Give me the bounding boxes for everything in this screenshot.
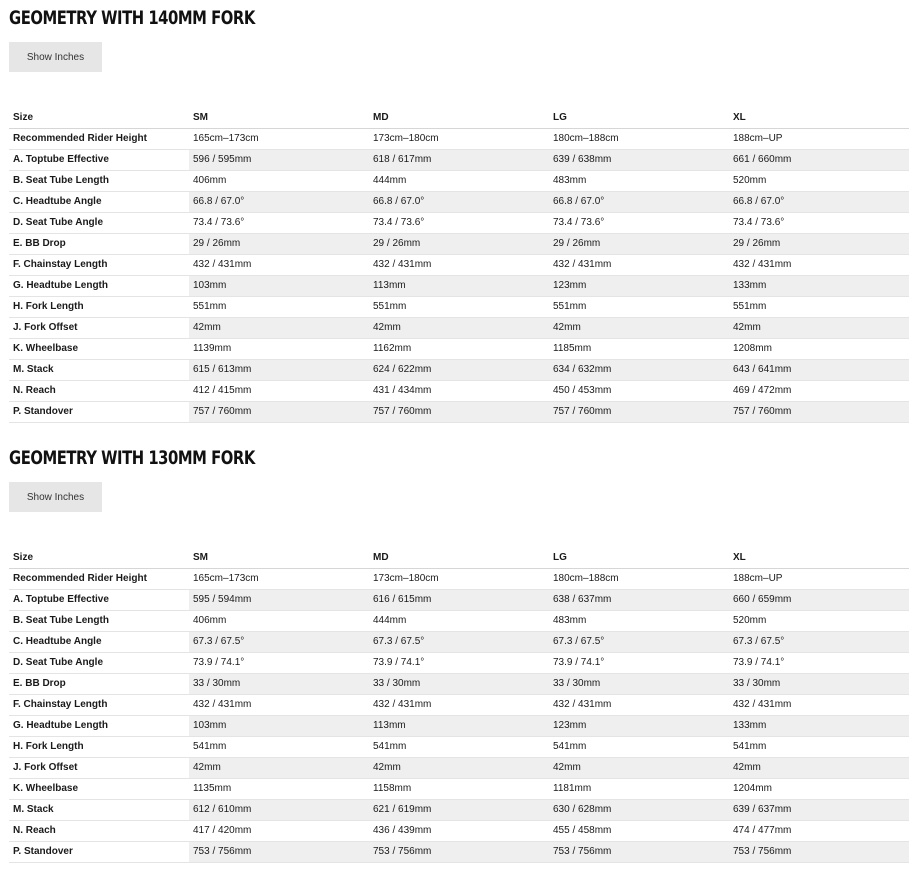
row-label: Recommended Rider Height (9, 568, 189, 589)
cell-value: 551mm (189, 296, 369, 317)
cell-value: 29 / 26mm (729, 233, 909, 254)
row-label: P. Standover (9, 841, 189, 862)
cell-value: 67.3 / 67.5° (729, 631, 909, 652)
cell-value: 165cm–173cm (189, 128, 369, 149)
show-inches-button[interactable]: Show Inches (9, 42, 102, 72)
table-row (9, 694, 909, 715)
cell-value: 432 / 431mm (189, 694, 369, 715)
cell-value: 73.4 / 73.6° (549, 212, 729, 233)
header-size: Size (9, 107, 189, 128)
row-label: B. Seat Tube Length (9, 610, 189, 631)
cell-value: 431 / 434mm (369, 380, 549, 401)
header-xl: XL (729, 107, 909, 128)
table-row (9, 568, 909, 589)
header-md: MD (369, 107, 549, 128)
table-header-row (9, 547, 909, 568)
geometry-section-130mm (9, 446, 909, 857)
cell-value: 432 / 431mm (549, 254, 729, 275)
cell-value: 412 / 415mm (189, 380, 369, 401)
cell-value: 33 / 30mm (729, 673, 909, 694)
table-row (9, 841, 909, 862)
cell-value: 417 / 420mm (189, 820, 369, 841)
cell-value: 455 / 458mm (549, 820, 729, 841)
cell-value: 66.8 / 67.0° (549, 191, 729, 212)
cell-value: 113mm (369, 715, 549, 736)
cell-value: 643 / 641mm (729, 359, 909, 380)
cell-value: 29 / 26mm (549, 233, 729, 254)
cell-value: 639 / 638mm (549, 149, 729, 170)
cell-value: 406mm (189, 610, 369, 631)
table-row (9, 778, 909, 799)
cell-value: 103mm (189, 275, 369, 296)
table-row (9, 673, 909, 694)
cell-value: 73.4 / 73.6° (369, 212, 549, 233)
cell-value: 73.4 / 73.6° (189, 212, 369, 233)
table-row (9, 799, 909, 820)
cell-value: 757 / 760mm (729, 401, 909, 422)
table-row (9, 128, 909, 149)
table-header-row (9, 107, 909, 128)
cell-value: 432 / 431mm (189, 254, 369, 275)
cell-value: 42mm (369, 317, 549, 338)
header-sm: SM (189, 107, 369, 128)
cell-value: 42mm (729, 317, 909, 338)
table-row (9, 275, 909, 296)
cell-value: 757 / 760mm (549, 401, 729, 422)
table-row (9, 296, 909, 317)
table-row (9, 233, 909, 254)
cell-value: 551mm (729, 296, 909, 317)
cell-value: 42mm (549, 317, 729, 338)
cell-value: 33 / 30mm (369, 673, 549, 694)
cell-value: 621 / 619mm (369, 799, 549, 820)
cell-value: 444mm (369, 170, 549, 191)
table-row (9, 736, 909, 757)
cell-value: 432 / 431mm (369, 694, 549, 715)
section-title: GEOMETRY WITH 140MM FORK (9, 7, 255, 29)
cell-value: 432 / 431mm (729, 694, 909, 715)
cell-value: 33 / 30mm (549, 673, 729, 694)
row-label: P. Standover (9, 401, 189, 422)
cell-value: 1135mm (189, 778, 369, 799)
row-label: K. Wheelbase (9, 778, 189, 799)
row-label: A. Toptube Effective (9, 589, 189, 610)
show-inches-button[interactable]: Show Inches (9, 482, 102, 512)
cell-value: 66.8 / 67.0° (189, 191, 369, 212)
row-label: B. Seat Tube Length (9, 170, 189, 191)
cell-value: 66.8 / 67.0° (729, 191, 909, 212)
cell-value: 67.3 / 67.5° (549, 631, 729, 652)
cell-value: 520mm (729, 610, 909, 631)
table-row (9, 715, 909, 736)
cell-value: 469 / 472mm (729, 380, 909, 401)
cell-value: 483mm (549, 610, 729, 631)
cell-value: 757 / 760mm (189, 401, 369, 422)
cell-value: 188cm–UP (729, 128, 909, 149)
cell-value: 73.9 / 74.1° (189, 652, 369, 673)
table-row (9, 254, 909, 275)
cell-value: 42mm (189, 317, 369, 338)
cell-value: 173cm–180cm (369, 128, 549, 149)
cell-value: 67.3 / 67.5° (369, 631, 549, 652)
cell-value: 615 / 613mm (189, 359, 369, 380)
table-body (9, 128, 909, 422)
table-row (9, 317, 909, 338)
cell-value: 639 / 637mm (729, 799, 909, 820)
cell-value: 753 / 756mm (549, 841, 729, 862)
cell-value: 173cm–180cm (369, 568, 549, 589)
header-sm: SM (189, 547, 369, 568)
table-row (9, 359, 909, 380)
row-label: H. Fork Length (9, 296, 189, 317)
row-label: C. Headtube Angle (9, 191, 189, 212)
cell-value: 42mm (189, 757, 369, 778)
cell-value: 73.4 / 73.6° (729, 212, 909, 233)
cell-value: 753 / 756mm (369, 841, 549, 862)
header-xl: XL (729, 547, 909, 568)
cell-value: 29 / 26mm (369, 233, 549, 254)
cell-value: 624 / 622mm (369, 359, 549, 380)
table-row (9, 212, 909, 233)
cell-value: 432 / 431mm (549, 694, 729, 715)
cell-value: 1162mm (369, 338, 549, 359)
cell-value: 406mm (189, 170, 369, 191)
header-lg: LG (549, 107, 729, 128)
cell-value: 123mm (549, 715, 729, 736)
cell-value: 180cm–188cm (549, 568, 729, 589)
cell-value: 753 / 756mm (729, 841, 909, 862)
cell-value: 1181mm (549, 778, 729, 799)
cell-value: 520mm (729, 170, 909, 191)
table-row (9, 589, 909, 610)
header-lg: LG (549, 547, 729, 568)
row-label: K. Wheelbase (9, 338, 189, 359)
cell-value: 541mm (369, 736, 549, 757)
cell-value: 432 / 431mm (369, 254, 549, 275)
row-label: J. Fork Offset (9, 757, 189, 778)
row-label: E. BB Drop (9, 673, 189, 694)
cell-value: 33 / 30mm (189, 673, 369, 694)
table-row (9, 610, 909, 631)
cell-value: 638 / 637mm (549, 589, 729, 610)
row-label: M. Stack (9, 359, 189, 380)
geometry-table (9, 547, 909, 863)
row-label: J. Fork Offset (9, 317, 189, 338)
cell-value: 1208mm (729, 338, 909, 359)
cell-value: 551mm (369, 296, 549, 317)
cell-value: 1185mm (549, 338, 729, 359)
cell-value: 73.9 / 74.1° (369, 652, 549, 673)
cell-value: 444mm (369, 610, 549, 631)
cell-value: 123mm (549, 275, 729, 296)
cell-value: 432 / 431mm (729, 254, 909, 275)
cell-value: 551mm (549, 296, 729, 317)
cell-value: 618 / 617mm (369, 149, 549, 170)
row-label: F. Chainstay Length (9, 254, 189, 275)
geometry-section-140mm (9, 6, 909, 417)
table-row (9, 652, 909, 673)
cell-value: 66.8 / 67.0° (369, 191, 549, 212)
cell-value: 29 / 26mm (189, 233, 369, 254)
cell-value: 1158mm (369, 778, 549, 799)
row-label: N. Reach (9, 380, 189, 401)
cell-value: 133mm (729, 275, 909, 296)
table-row (9, 380, 909, 401)
cell-value: 42mm (549, 757, 729, 778)
row-label: D. Seat Tube Angle (9, 652, 189, 673)
cell-value: 541mm (189, 736, 369, 757)
row-label: C. Headtube Angle (9, 631, 189, 652)
row-label: E. BB Drop (9, 233, 189, 254)
row-label: N. Reach (9, 820, 189, 841)
cell-value: 1204mm (729, 778, 909, 799)
row-label: D. Seat Tube Angle (9, 212, 189, 233)
cell-value: 73.9 / 74.1° (729, 652, 909, 673)
cell-value: 180cm–188cm (549, 128, 729, 149)
cell-value: 596 / 595mm (189, 149, 369, 170)
row-label: F. Chainstay Length (9, 694, 189, 715)
row-label: G. Headtube Length (9, 275, 189, 296)
row-label: A. Toptube Effective (9, 149, 189, 170)
header-size: Size (9, 547, 189, 568)
table-row (9, 757, 909, 778)
table-row (9, 401, 909, 422)
row-label: H. Fork Length (9, 736, 189, 757)
table-row (9, 191, 909, 212)
table-row (9, 149, 909, 170)
cell-value: 474 / 477mm (729, 820, 909, 841)
cell-value: 113mm (369, 275, 549, 296)
cell-value: 595 / 594mm (189, 589, 369, 610)
cell-value: 616 / 615mm (369, 589, 549, 610)
cell-value: 757 / 760mm (369, 401, 549, 422)
cell-value: 541mm (729, 736, 909, 757)
section-title: GEOMETRY WITH 130MM FORK (9, 447, 255, 469)
cell-value: 133mm (729, 715, 909, 736)
cell-value: 483mm (549, 170, 729, 191)
cell-value: 541mm (549, 736, 729, 757)
cell-value: 661 / 660mm (729, 149, 909, 170)
cell-value: 67.3 / 67.5° (189, 631, 369, 652)
table-row (9, 820, 909, 841)
header-md: MD (369, 547, 549, 568)
cell-value: 436 / 439mm (369, 820, 549, 841)
cell-value: 42mm (369, 757, 549, 778)
cell-value: 660 / 659mm (729, 589, 909, 610)
cell-value: 188cm–UP (729, 568, 909, 589)
cell-value: 753 / 756mm (189, 841, 369, 862)
cell-value: 165cm–173cm (189, 568, 369, 589)
cell-value: 103mm (189, 715, 369, 736)
row-label: M. Stack (9, 799, 189, 820)
row-label: Recommended Rider Height (9, 128, 189, 149)
cell-value: 42mm (729, 757, 909, 778)
cell-value: 450 / 453mm (549, 380, 729, 401)
table-row (9, 631, 909, 652)
geometry-table (9, 107, 909, 423)
table-row (9, 338, 909, 359)
cell-value: 1139mm (189, 338, 369, 359)
cell-value: 73.9 / 74.1° (549, 652, 729, 673)
cell-value: 634 / 632mm (549, 359, 729, 380)
cell-value: 630 / 628mm (549, 799, 729, 820)
table-row (9, 170, 909, 191)
row-label: G. Headtube Length (9, 715, 189, 736)
table-body (9, 568, 909, 862)
cell-value: 612 / 610mm (189, 799, 369, 820)
